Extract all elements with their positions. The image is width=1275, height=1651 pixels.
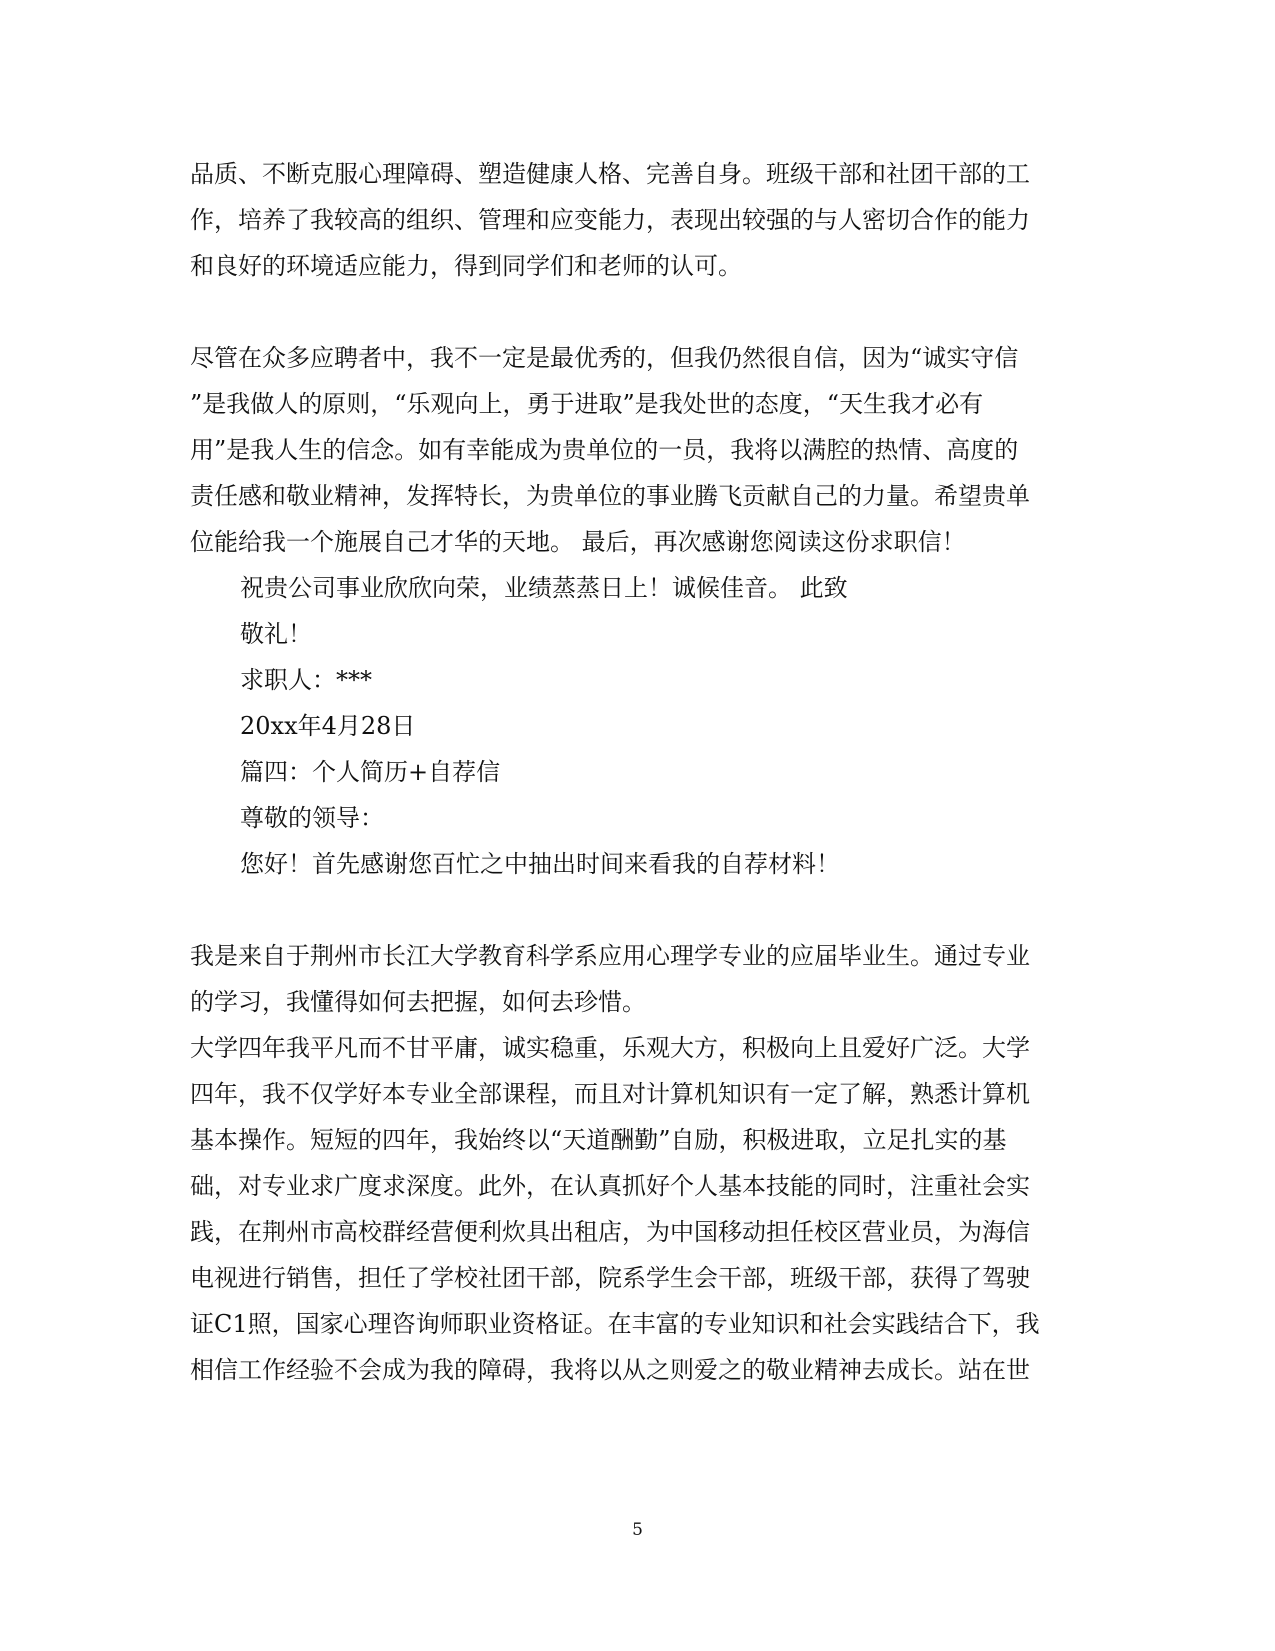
paragraph1-line-3: 和良好的环境适应能力，得到同学们和老师的认可。 — [190, 252, 742, 280]
paragraph3-line-1: 我是来自于荆州市长江大学教育科学系应用心理学专业的应届毕业生。通过专业 — [190, 942, 1030, 970]
paragraph4-line-1: 大学四年我平凡而不甘平庸，诚实稳重，乐观大方，积极向上且爱好广泛。大学 — [190, 1034, 1030, 1062]
paragraph1-line-1: 品质、不断克服心理障碍、塑造健康人格、完善自身。班级干部和社团干部的工 — [190, 160, 1030, 188]
paragraph4-line-8: 相信工作经验不会成为我的障碍，我将以从之则爱之的敬业精神去成长。站在世 — [190, 1356, 1030, 1384]
letter-greeting: 尊敬的领导： — [240, 804, 384, 832]
paragraph2-line-4: 责任感和敬业精神，发挥特长，为贵单位的事业腾飞贡献自己的力量。希望贵单 — [190, 482, 1030, 510]
paragraph2-line-3: 用”是我人生的信念。如有幸能成为贵单位的一员，我将以满腔的热情、高度的 — [190, 436, 1019, 464]
paragraph4-line-6: 电视进行销售，担任了学校社团干部，院系学生会干部，班级干部，获得了驾驶 — [190, 1264, 1030, 1292]
section-title: 篇四：个人简历+自荐信 — [240, 758, 501, 786]
closing-applicant: 求职人：*** — [240, 666, 372, 694]
closing-wish: 祝贵公司事业欣欣向荣，业绩蒸蒸日上！诚候佳音。 此致 — [240, 574, 848, 602]
paragraph2-line-2: ”是我做人的原则，“乐观向上，勇于进取”是我处世的态度，“天生我才必有 — [190, 390, 984, 418]
paragraph3-line-2: 的学习，我懂得如何去把握，如何去珍惜。 — [190, 988, 646, 1016]
paragraph2-line-5: 位能给我一个施展自己才华的天地。 最后，再次感谢您阅读这份求职信！ — [190, 528, 966, 556]
paragraph4-line-2: 四年，我不仅学好本专业全部课程，而且对计算机知识有一定了解，熟悉计算机 — [190, 1080, 1030, 1108]
paragraph4-line-3: 基本操作。短短的四年，我始终以“天道酬勤”自励，积极进取，立足扎实的基 — [190, 1126, 1007, 1154]
closing-date: 20xx年4月28日 — [240, 712, 416, 740]
letter-opening: 您好！首先感谢您百忙之中抽出时间来看我的自荐材料！ — [240, 850, 840, 878]
paragraph4-line-7: 证C1照，国家心理咨询师职业资格证。在丰富的专业知识和社会实践结合下，我 — [190, 1310, 1040, 1338]
paragraph4-line-4: 础，对专业求广度求深度。此外，在认真抓好个人基本技能的同时，注重社会实 — [190, 1172, 1030, 1200]
paragraph4-line-5: 践，在荆州市高校群经营便利炊具出租店，为中国移动担任校区营业员，为海信 — [190, 1218, 1030, 1246]
paragraph2-line-1: 尽管在众多应聘者中，我不一定是最优秀的，但我仍然很自信，因为“诚实守信 — [190, 344, 1019, 372]
paragraph1-line-2: 作，培养了我较高的组织、管理和应变能力，表现出较强的与人密切合作的能力 — [190, 206, 1030, 234]
closing-salute: 敬礼！ — [240, 620, 312, 648]
page-number: 5 — [632, 1520, 643, 1540]
